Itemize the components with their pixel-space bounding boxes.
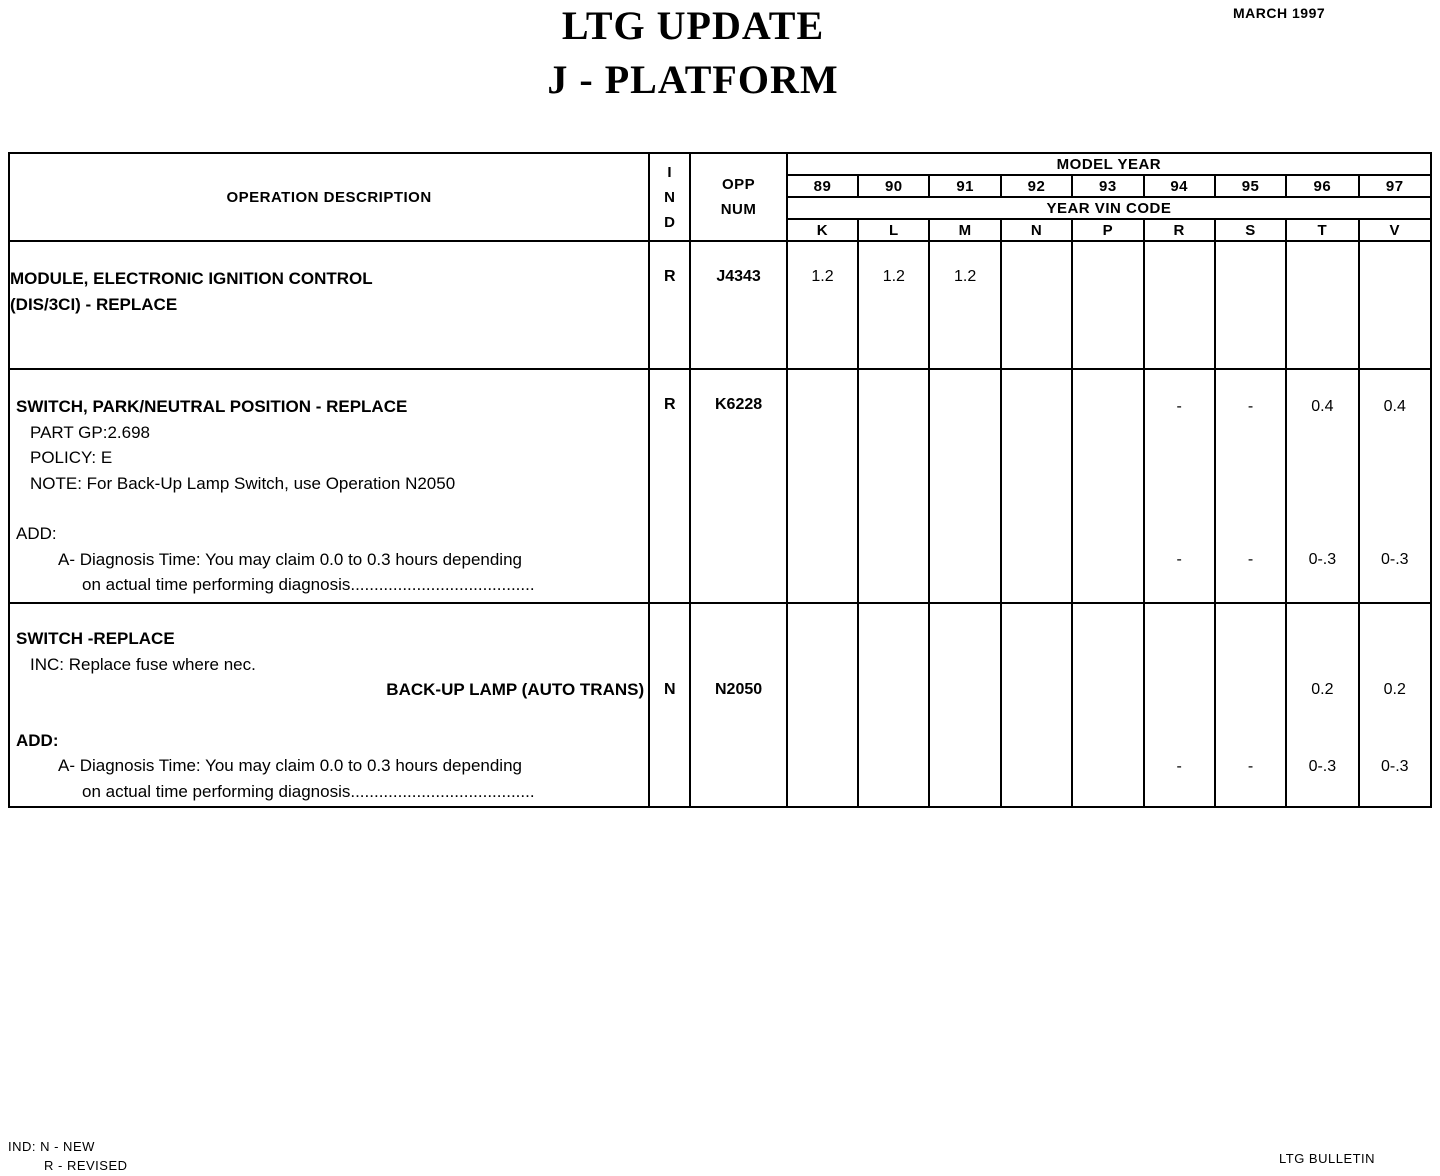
- vin-code-r: R: [1144, 219, 1215, 241]
- labor-time-value: 0.2 0-.3: [1359, 603, 1431, 807]
- labor-time-value: [1144, 241, 1215, 369]
- labor-time-value: [1072, 369, 1143, 603]
- labor-time-value: [858, 369, 929, 603]
- vin-code-k: K: [787, 219, 858, 241]
- labor-time-value: [1286, 241, 1358, 369]
- labor-time-value: [1001, 369, 1072, 603]
- header-model-year: MODEL YEAR: [787, 153, 1431, 175]
- labor-time-value: [787, 369, 858, 603]
- ind-value: N: [649, 603, 690, 807]
- vin-code-s: S: [1215, 219, 1286, 241]
- header-opp-num: OPP NUM: [690, 153, 786, 241]
- opp-num-value: K6228: [690, 369, 786, 603]
- labor-time-value: - -: [1215, 369, 1286, 603]
- labor-time-value: [1215, 241, 1286, 369]
- operation-description: MODULE, ELECTRONIC IGNITION CONTROL (DIS/3CI) - REPLACE: [9, 241, 649, 369]
- labor-time-value: 0.4 0-.3: [1359, 369, 1431, 603]
- vin-code-n: N: [1001, 219, 1072, 241]
- table-row: [9, 603, 1431, 807]
- ind-value: R: [649, 241, 690, 369]
- operation-description: SWITCH -REPLACE INC: Replace fuse where nec. BACK-UP LAMP (AUTO TRANS) ADD: A- Diagnosis Time: You may claim 0.0 to 0.3 hours depending on actual time performing diagnosis.......................................: [9, 603, 649, 807]
- labor-time-value: - -: [1144, 369, 1215, 603]
- year-95: 95: [1215, 175, 1286, 197]
- year-97: 97: [1359, 175, 1431, 197]
- vin-code-t: T: [1286, 219, 1358, 241]
- opp-num-value: J4343: [690, 241, 786, 369]
- labor-time-value: [858, 603, 929, 807]
- year-94: 94: [1144, 175, 1215, 197]
- labor-time-table: [8, 152, 1432, 808]
- labor-time-value: 0.4 0-.3: [1286, 369, 1358, 603]
- header-operation-description: OPERATION DESCRIPTION: [9, 153, 649, 241]
- opp-num-value: N2050: [690, 603, 786, 807]
- bulletin-date: MARCH 1997: [1233, 5, 1326, 21]
- vin-code-v: V: [1359, 219, 1431, 241]
- labor-time-value: [1359, 241, 1431, 369]
- operation-description: SWITCH, PARK/NEUTRAL POSITION - REPLACE PART GP:2.698 POLICY: E NOTE: For Back-Up Lamp Switch, use Operation N2050 ADD: A- Diagnosis Time: You may claim 0.0 to 0.3 hours depending on actual time performing diagnosis.......................................: [9, 369, 649, 603]
- year-89: 89: [787, 175, 858, 197]
- table-row: [9, 241, 1431, 369]
- page-title-line1: LTG UPDATE: [561, 3, 825, 48]
- header-ind: I N D: [649, 153, 690, 241]
- header-year-vin-code: YEAR VIN CODE: [787, 197, 1431, 219]
- labor-time-value: [1072, 241, 1143, 369]
- vin-code-l: L: [858, 219, 929, 241]
- year-90: 90: [858, 175, 929, 197]
- labor-time-value: 1.2: [858, 241, 929, 369]
- page-title-line2: J - PLATFORM: [547, 57, 839, 102]
- labor-time-value: -: [1215, 603, 1286, 807]
- labor-time-value: 0.2 0-.3: [1286, 603, 1358, 807]
- labor-time-value: 1.2: [787, 241, 858, 369]
- labor-time-value: [787, 603, 858, 807]
- year-92: 92: [1001, 175, 1072, 197]
- labor-time-value: [929, 369, 1000, 603]
- ind-value: R: [649, 369, 690, 603]
- vin-code-p: P: [1072, 219, 1143, 241]
- table-row: [9, 369, 1431, 603]
- labor-time-value: [1001, 241, 1072, 369]
- labor-time-value: -: [1144, 603, 1215, 807]
- vin-code-m: M: [929, 219, 1000, 241]
- bulletin-label: LTG BULLETIN: [1279, 1151, 1376, 1166]
- year-91: 91: [929, 175, 1000, 197]
- labor-time-value: [929, 603, 1000, 807]
- labor-time-value: [1072, 603, 1143, 807]
- year-93: 93: [1072, 175, 1143, 197]
- labor-time-value: 1.2: [929, 241, 1000, 369]
- ind-legend: IND: N - NEW R - REVISED: [8, 1139, 128, 1173]
- labor-time-value: [1001, 603, 1072, 807]
- year-96: 96: [1286, 175, 1358, 197]
